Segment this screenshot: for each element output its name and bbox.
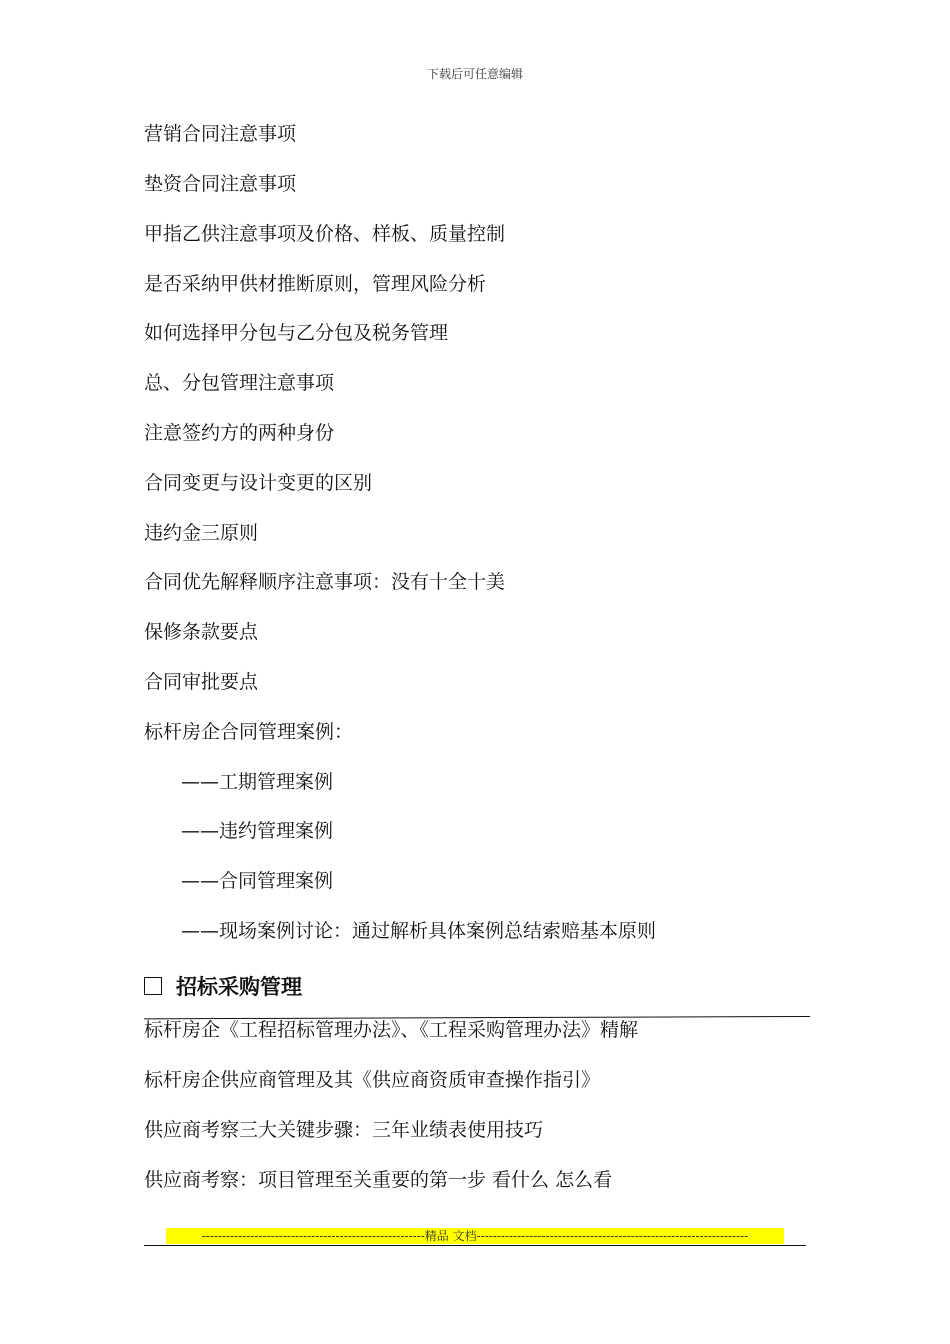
footer-highlight (166, 1228, 784, 1244)
case-item: ——现场案例讨论：通过解析具体案例总结索赔基本原则 (181, 920, 657, 942)
text-line: 合同审批要点 (144, 671, 259, 693)
section-text-line: 供应商考察：项目管理至关重要的第一步 看什么 怎么看 (144, 1169, 613, 1191)
case-item: ——工期管理案例 (181, 771, 334, 793)
footer-label: 精品 文档 (424, 1229, 477, 1243)
text-line: 是否采纳甲供材推断原则，管理风险分析 (144, 273, 487, 295)
footer-dashes-right: ------------------------------------------------------------------- (476, 1229, 749, 1243)
text-line: 垫资合同注意事项 (144, 173, 297, 195)
case-item: ——合同管理案例 (181, 870, 334, 892)
section-heading (144, 973, 302, 1001)
page-header: 下载后可任意编辑 (426, 67, 523, 81)
checkbox-icon (144, 977, 162, 995)
section-text-line: 标杆房企供应商管理及其《供应商资质审查操作指引》 (144, 1069, 601, 1091)
text-line: 注意签约方的两种身份 (144, 422, 335, 444)
text-line: 合同变更与设计变更的区别 (144, 472, 373, 494)
footer-divider (144, 1245, 806, 1246)
text-line: 营销合同注意事项 (144, 123, 297, 145)
text-line: 如何选择甲分包与乙分包及税务管理 (144, 322, 449, 344)
footer-dashes-left: ------------------------------------------------------- (201, 1229, 425, 1243)
text-line: 标杆房企合同管理案例： (144, 721, 354, 743)
section-title: 招标采购管理 (176, 975, 302, 999)
text-line: 合同优先解释顺序注意事项：没有十全十美 (144, 571, 506, 593)
text-line: 违约金三原则 (144, 522, 259, 544)
section-text-line: 标杆房企《工程招标管理办法》、《工程采购管理办法》精解 (144, 1019, 639, 1041)
case-item: ——违约管理案例 (181, 820, 334, 842)
text-line: 保修条款要点 (144, 621, 259, 643)
text-line: 甲指乙供注意事项及价格、样板、质量控制 (144, 223, 506, 245)
text-line: 总、分包管理注意事项 (144, 372, 335, 394)
section-text-line: 供应商考察三大关键步骤：三年业绩表使用技巧 (144, 1119, 544, 1141)
